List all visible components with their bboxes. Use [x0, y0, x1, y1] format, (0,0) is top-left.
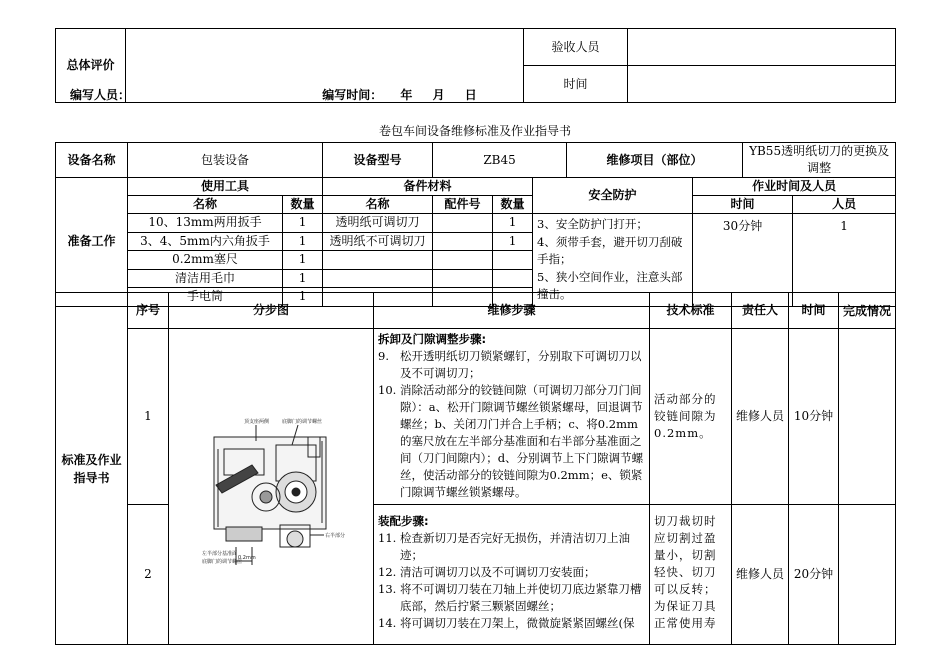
writer-line — [70, 86, 477, 103]
document-title: 卷包车间设备维修标准及作业指导书 — [378, 124, 571, 138]
overall-evaluation-label: 总体评价 — [56, 29, 126, 103]
part-qty-empty — [493, 269, 533, 288]
step-number: 13. — [378, 582, 397, 596]
row-standard: 切刀裁切时应切割过盈量小，切割轻快、切刀可以反转；为保证刀具正常使用寿 — [650, 505, 732, 645]
repair-item-value: YB55透明纸切刀的更换及调整 — [743, 143, 896, 178]
row-steps — [374, 505, 650, 645]
repair-item-label: 维修项目（部位） — [567, 143, 743, 178]
col-responsible-header: 责任人 — [732, 293, 789, 329]
tool-name: 清洁用毛巾 — [128, 269, 283, 288]
tools-label: 使用工具 — [128, 178, 323, 196]
row-responsible: 维修人员 — [732, 505, 789, 645]
col-time-header: 时间 — [789, 293, 839, 329]
col-standard-header: 技术标准 — [650, 293, 732, 329]
part-qty-empty — [493, 251, 533, 270]
step-item — [378, 382, 645, 501]
row-steps — [374, 329, 650, 505]
row-time: 10分钟 — [789, 329, 839, 505]
device-model-value: ZB45 — [433, 143, 567, 178]
tool-qty: 1 — [283, 269, 323, 288]
tool-name: 10、13mm两用扳手 — [128, 214, 283, 233]
prep-label: 准备工作 — [56, 178, 128, 307]
work-time-header: 时间 — [693, 196, 793, 214]
part-name: 透明纸不可调切刀 — [323, 232, 433, 251]
step-number: 11. — [378, 531, 397, 545]
col-no-header: 序号 — [128, 293, 169, 329]
writer-label: 编写人员： — [70, 88, 131, 102]
row-done[interactable] — [839, 505, 896, 645]
figure-label-dim: 0.2mm — [238, 554, 256, 561]
step-text: 检查新切刀是否完好无损伤，并清洁切刀上油迹； — [400, 531, 630, 562]
step-number: 14. — [378, 616, 397, 630]
cutter-assembly-figure — [196, 397, 346, 577]
row-no: 2 — [128, 505, 169, 645]
col-done-header: 完成情况 — [839, 293, 896, 329]
figure-label-right: 右半部分 — [325, 532, 346, 539]
work-people-value: 1 — [793, 214, 896, 307]
figure-label-bottom-left-2: 底脚门的调节螺丝 — [202, 558, 243, 565]
tool-qty-header: 数量 — [283, 196, 323, 214]
steps-heading: 拆卸及门隙调整步骤: — [378, 332, 487, 346]
guide-label: 标准及作业指导书 — [56, 293, 128, 645]
row-standard: 活动部分的铰链间隙为0.2mm。 — [650, 329, 732, 505]
time-value[interactable] — [628, 66, 896, 103]
part-name-header: 名称 — [323, 196, 433, 214]
month-label: 月 — [432, 88, 445, 102]
step-item — [378, 348, 645, 382]
step-item — [378, 530, 645, 564]
safety-label: 安全防护 — [533, 178, 693, 214]
guide-table — [55, 292, 896, 645]
device-name-value: 包装设备 — [128, 143, 323, 178]
acceptor-label: 验收人员 — [524, 29, 628, 66]
tool-qty: 1 — [283, 214, 323, 233]
acceptor-value[interactable] — [628, 29, 896, 66]
row-no: 1 — [128, 329, 169, 505]
part-name-empty — [323, 251, 433, 270]
device-name-label: 设备名称 — [56, 143, 128, 178]
col-figure-header: 分步图 — [169, 293, 374, 329]
step-text: 将可调切刀装在刀架上，微微旋紧紧固螺丝(保 — [400, 616, 635, 630]
part-no — [433, 232, 493, 251]
part-name-empty — [323, 269, 433, 288]
tool-name: 0.2mm塞尺 — [128, 251, 283, 270]
step-number: 9. — [378, 349, 389, 363]
part-qty: 1 — [493, 232, 533, 251]
year-label: 年 — [400, 88, 413, 102]
part-no-empty — [433, 269, 493, 288]
step-item — [378, 581, 645, 615]
work-people-header: 人员 — [793, 196, 896, 214]
part-no-empty — [433, 251, 493, 270]
tool-name: 手电筒 — [128, 288, 283, 307]
step-figure-cell — [169, 329, 374, 645]
figure-label-bottom-left-1: 左半部分基准面 — [202, 550, 238, 557]
part-qty: 1 — [493, 214, 533, 233]
step-item — [378, 564, 645, 581]
tool-name-header: 名称 — [128, 196, 283, 214]
part-name: 透明纸可调切刀 — [323, 214, 433, 233]
row-responsible: 维修人员 — [732, 329, 789, 505]
step-text: 将不可调切刀装在刀轴上并使切刀底边紧靠刀槽底部，然后拧紧三颗紧固螺丝； — [400, 582, 642, 613]
step-number: 12. — [378, 565, 397, 579]
figure-label-top-right: 底脚门的调节螺丝 — [282, 418, 323, 425]
step-text: 松开透明纸切刀锁紧螺钉，分别取下可调切刀以及不可调切刀； — [400, 349, 642, 380]
tool-qty: 1 — [283, 288, 323, 307]
device-model-label: 设备型号 — [323, 143, 433, 178]
safety-notes: 3、安全防护门打开； 4、须带手套，避开切刀刮破手指； 5、狭小空间作业，注意头部撞击。 — [533, 214, 693, 307]
work-time-value: 30分钟 — [693, 214, 793, 307]
write-date-label: 编写时间： — [322, 88, 383, 102]
parts-label: 备件材料 — [323, 178, 533, 196]
tool-qty: 1 — [283, 251, 323, 270]
step-text: 消除活动部分的铰链间隙（可调切刀部分刀门间隙）：a、松开门隙调节螺丝锁紧螺母，回退调节螺丝；b、关闭刀门并合上手柄；c、将0.2mm的塞尺放在左半部分基准面和右半部分基准面之间（刀门间隙内）；d、分别调节上下门隙调节螺丝，使活动部分的铰链间隙为0.2mm；e、锁紧门隙调节螺丝锁紧螺母。 — [400, 383, 644, 499]
day-label: 日 — [464, 88, 477, 102]
row-time: 20分钟 — [789, 505, 839, 645]
step-text: 清洁可调切刀以及不可调切刀安装面； — [400, 565, 596, 579]
row-done[interactable] — [839, 329, 896, 505]
time-label: 时间 — [524, 66, 628, 103]
header-table — [55, 142, 896, 307]
part-no-header: 配件号 — [433, 196, 493, 214]
col-steps-header: 维修步骤 — [374, 293, 650, 329]
time-people-label: 作业时间及人员 — [693, 178, 896, 196]
part-no — [433, 214, 493, 233]
figure-label-top-left: 顶支座两侧 — [244, 418, 270, 425]
part-qty-header: 数量 — [493, 196, 533, 214]
step-number: 10. — [378, 383, 397, 397]
step-item — [378, 615, 645, 632]
tool-qty: 1 — [283, 232, 323, 251]
tool-name: 3、4、5mm内六角扳手 — [128, 232, 283, 251]
steps-heading: 装配步骤: — [378, 514, 429, 528]
